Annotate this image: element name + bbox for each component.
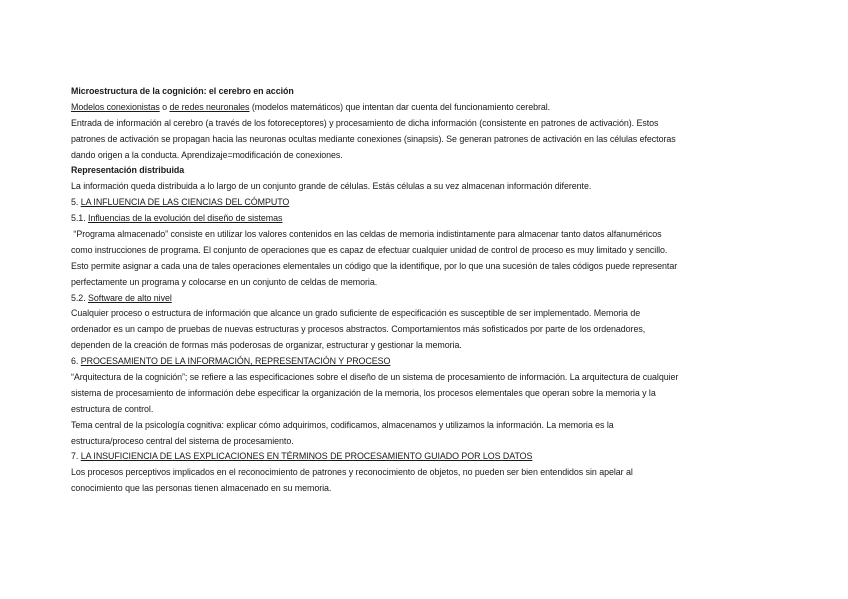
modelos-line	[71, 100, 786, 116]
link-redes-neuronales: de redes neuronales	[169, 101, 250, 112]
paragraph-line: Cualquier proceso o estructura de información que alcance un grado suficiente de especificación es susceptible de ser implementado. Memoria de	[71, 308, 641, 319]
section-number: 6.	[71, 356, 81, 367]
section-title: Influencias de la evolución del diseño de sistemas	[88, 213, 283, 224]
section-title: PROCESAMIENTO DE LA INFORMACIÓN, REPRESENTACIÓN Y PROCESO	[80, 356, 391, 367]
section-7-heading	[71, 449, 786, 465]
section-title: Software de alto nivel	[88, 292, 172, 303]
section-5-2-heading	[71, 291, 786, 307]
paragraph-line: La información queda distribuida a lo largo de un conjunto grande de células. Estás células a su vez almacenan información diferente.	[71, 181, 592, 192]
paragraph-line: conocimiento que las personas tienen almacenado en su memoria.	[71, 483, 332, 494]
section-title: LA INFLUENCIA DE LAS CIENCIAS DEL CÓMPUTO	[80, 197, 290, 208]
heading-representacion: Representación distribuida	[71, 165, 185, 176]
modelos-rest: (modelos matemáticos) que intentan dar cuenta del funcionamiento cerebral.	[249, 101, 551, 112]
paragraph-line: dependen de la creación de formas más poderosas de organizar, estructurar y gestionar la memoria.	[71, 340, 462, 351]
paragraph-line: “Programa almacenado” consiste en utilizar los valores contenidos en las celdas de memoria indistintamente para almacenar tanto datos alfanuméricos	[71, 229, 662, 240]
section-number: 5.2.	[71, 292, 89, 303]
paragraph-line: dando origen a la conducta. Aprendizaje=modificación de conexiones.	[71, 149, 343, 160]
paragraph-line: Esto permite asignar a cada una de tales operaciones elementales un código que la identifique, por lo que una sucesión de tales códigos puede representar	[71, 260, 678, 271]
paragraph-line: sistema de procesamiento de información debe especificar la organización de la memoria, los procesos elementales que operan sobre la memoria y la	[71, 387, 656, 398]
paragraph-line: Tema central de la psicología cognitiva: explicar cómo adquirimos, codificamos, almacenamos y utilizamos la información. La memoria es la	[71, 419, 614, 430]
section-number: 5.	[71, 197, 81, 208]
paragraph-line: patrones de activación se propagan hacia las neuronas ocultas mediante conexiones (sinapsis). Se generan patrones de activación en las células efectoras	[71, 133, 676, 144]
paragraph-line: como instrucciones de programa. El conjunto de operaciones que es capaz de efectuar cualquier unidad de control de proceso es muy limitado y sencillo.	[71, 244, 668, 255]
paragraph-line: “Arquitectura de la cognición”; se refiere a las especificaciones sobre el diseño de un sistema de procesamiento de información. La arquitectura de cualquier	[71, 372, 679, 383]
paragraph-line: Los procesos perceptivos implicados en el reconocimiento de patrones y reconocimiento de objetos, no pueden ser bien entendidos sin apelar al	[71, 467, 633, 478]
modelos-connector: o	[159, 101, 170, 112]
paragraph-line: estructura/proceso central del sistema de procesamiento.	[71, 435, 294, 446]
section-title: LA INSUFICIENCIA DE LAS EXPLICACIONES EN TÉRMINOS DE PROCESAMIENTO GUIADO POR LOS DATOS	[80, 451, 533, 462]
link-modelos-conexionistas: Modelos conexionistas	[71, 101, 160, 112]
section-6-heading	[71, 354, 786, 370]
paragraph-line: estructura de control.	[71, 403, 154, 414]
paragraph-line: ordenador es un campo de pruebas de nuevas estructuras y procesos abstractos. Comportamientos más sofisticados por parte de los ordenadores,	[71, 324, 646, 335]
section-number: 7.	[71, 451, 81, 462]
paragraph-line: Entrada de información al cerebro (a través de los fotoreceptores) y procesamiento de dicha información (consistente en patrones de activación). Estos	[71, 117, 659, 128]
paragraph-line: perfectamente un programa y colocarse en un conjunto de celdas de memoria.	[71, 276, 378, 287]
section-5-1-heading	[71, 211, 786, 227]
section-5-heading	[71, 195, 786, 211]
heading-microestructura: Microestructura de la cognición: el cerebro en acción	[71, 86, 294, 96]
section-number: 5.1.	[71, 213, 89, 224]
document-page	[71, 84, 786, 497]
